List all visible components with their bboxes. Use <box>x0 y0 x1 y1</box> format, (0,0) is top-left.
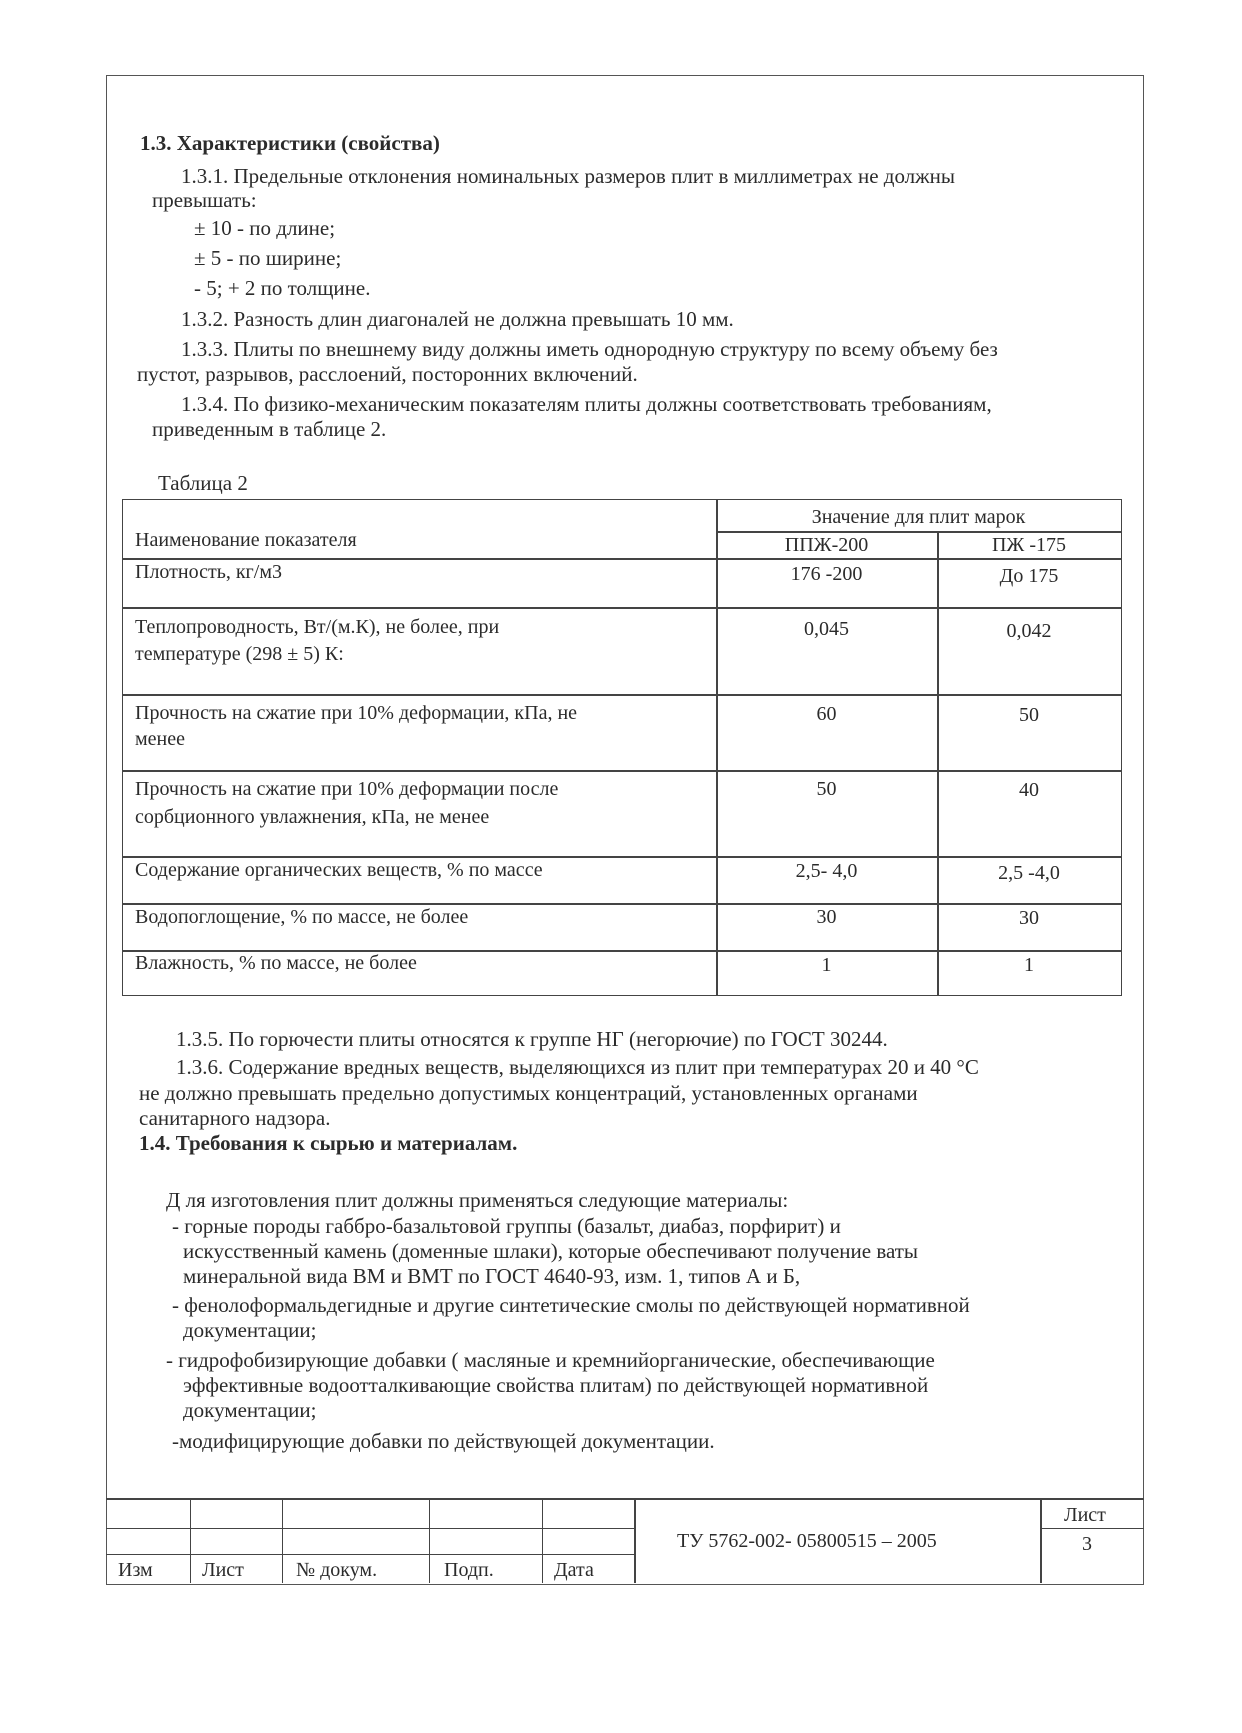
paragraph-1-3-6-line2: не должно превышать предельно допустимых концентраций, установленных органами <box>139 1081 918 1105</box>
material-1-line3: минеральной вида ВМ и ВМТ по ГОСТ 4640-93, изм. 1, типов А и Б, <box>183 1264 801 1288</box>
tolerance-length: ± 10 - по длине; <box>194 216 336 240</box>
paragraph-1-3-4-line2: приведенным в таблице 2. <box>152 417 387 441</box>
material-1-line1: - горные породы габбро-базальтовой группы (базальт, диабаз, порфирит) и <box>172 1214 841 1238</box>
stamp-data-label: Дата <box>554 1559 594 1581</box>
tolerance-thickness: - 5; + 2 по толщине. <box>194 276 371 300</box>
table-row-density-name: Плотность, кг/м3 <box>135 561 282 583</box>
table-row-organics-name: Содержание органических веществ, % по массе <box>135 859 543 881</box>
stamp-list-label: Лист <box>202 1559 244 1581</box>
paragraph-1-3-2: 1.3.2. Разность длин диагоналей не должна превышать 10 мм. <box>181 307 734 331</box>
material-3-line1: - гидрофобизирующие добавки ( масляные и кремнийорганические, обеспечивающие <box>166 1348 935 1372</box>
table-row-density-b: До 175 <box>999 565 1059 587</box>
paragraph-1-3-1-line1: 1.3.1. Предельные отклонения номинальных размеров плит в миллиметрах не должны <box>181 164 956 188</box>
title-block <box>106 1498 1144 1585</box>
table-row-absorption-a: 30 <box>816 906 837 928</box>
properties-table <box>122 499 1122 996</box>
table-row-strength-wet-a: 50 <box>816 778 837 800</box>
table-row-conductivity-b: 0,042 <box>1006 620 1052 642</box>
tolerance-width: ± 5 - по ширине; <box>194 246 342 270</box>
header-brand-values: Значение для плит марок <box>811 506 1026 528</box>
sheet-label: Лист <box>1064 1504 1106 1526</box>
sheet-number: 3 <box>1082 1533 1092 1555</box>
paragraph-1-3-6-line1: 1.3.6. Содержание вредных веществ, выделяющихся из плит при температурах 20 и 40 °С <box>176 1055 979 1079</box>
header-indicator-name: Наименование показателя <box>135 529 357 551</box>
section-1-4-heading: 1.4. Требования к сырью и материалам. <box>139 1131 518 1155</box>
paragraph-1-3-1-line2: превышать: <box>152 188 257 212</box>
table-row-absorption-name: Водопоглощение, % по массе, не более <box>135 906 469 928</box>
stamp-podp-label: Подп. <box>444 1559 494 1581</box>
paragraph-1-3-4-line1: 1.3.4. По физико-механическим показателям плиты должны соответствовать требованиям, <box>181 392 992 416</box>
materials-intro: Д ля изготовления плит должны применяться следующие материалы: <box>166 1188 789 1212</box>
table-row-strength-b: 50 <box>1019 704 1039 726</box>
paragraph-1-3-5: 1.3.5. По горючести плиты относятся к группе НГ (негорючие) по ГОСТ 30244. <box>176 1027 888 1051</box>
material-4: -модифицирующие добавки по действующей документации. <box>172 1429 715 1453</box>
table-row-strength-a: 60 <box>816 703 837 725</box>
paragraph-1-3-3-line2: пустот, разрывов, расслоений, посторонних включений. <box>137 362 638 386</box>
paragraph-1-3-3-line1: 1.3.3. Плиты по внешнему виду должны иметь однородную структуру по всему объему без <box>181 337 998 361</box>
table-row-strength-wet-name-l1: Прочность на сжатие при 10% деформации после <box>135 778 559 800</box>
table-row-conductivity-a: 0,045 <box>804 618 849 640</box>
stamp-izm-label: Изм <box>118 1559 153 1581</box>
table-row-moisture-a: 1 <box>821 954 832 976</box>
table-row-strength-name-l1: Прочность на сжатие при 10% деформации, кПа, не <box>135 702 578 724</box>
table-row-organics-a: 2,5- 4,0 <box>795 860 858 882</box>
table-row-conductivity-name-l2: температуре (298 ± 5) К: <box>135 643 344 665</box>
document-designation: ТУ 5762-002- 05800515 – 2005 <box>677 1530 937 1552</box>
material-3-line2: эффективные водоотталкивающие свойства плитам) по действующей нормативной <box>183 1373 929 1397</box>
section-1-3-heading: 1.3. Характеристики (свойства) <box>140 131 440 155</box>
material-2-line1: - фенолоформальдегидные и другие синтетические смолы по действующей нормативной <box>172 1293 970 1317</box>
header-col-pzh-175: ПЖ -175 <box>991 534 1067 556</box>
table-row-conductivity-name-l1: Теплопроводность, Вт/(м.К), не более, при <box>135 616 500 638</box>
table-row-moisture-name: Влажность, % по массе, не более <box>135 952 417 974</box>
table-row-strength-wet-name-l2: сорбционного увлажнения, кПа, не менее <box>135 806 490 828</box>
table-row-strength-wet-b: 40 <box>1019 779 1039 801</box>
table-row-absorption-b: 30 <box>1019 907 1039 929</box>
material-3-line3: документации; <box>183 1398 317 1422</box>
stamp-dokum-label: № докум. <box>296 1559 378 1581</box>
table-row-organics-b: 2,5 -4,0 <box>998 862 1060 884</box>
material-2-line2: документации; <box>183 1318 317 1342</box>
header-col-ppzh-200: ППЖ-200 <box>784 534 869 556</box>
table-row-density-a: 176 -200 <box>790 563 863 585</box>
material-1-line2: искусственный камень (доменные шлаки), которые обеспечивают получение ваты <box>183 1239 919 1263</box>
table-caption: Таблица 2 <box>158 471 248 495</box>
table-row-strength-name-l2: менее <box>135 728 185 750</box>
paragraph-1-3-6-line3: санитарного надзора. <box>139 1106 331 1130</box>
table-row-moisture-b: 1 <box>1024 954 1034 976</box>
